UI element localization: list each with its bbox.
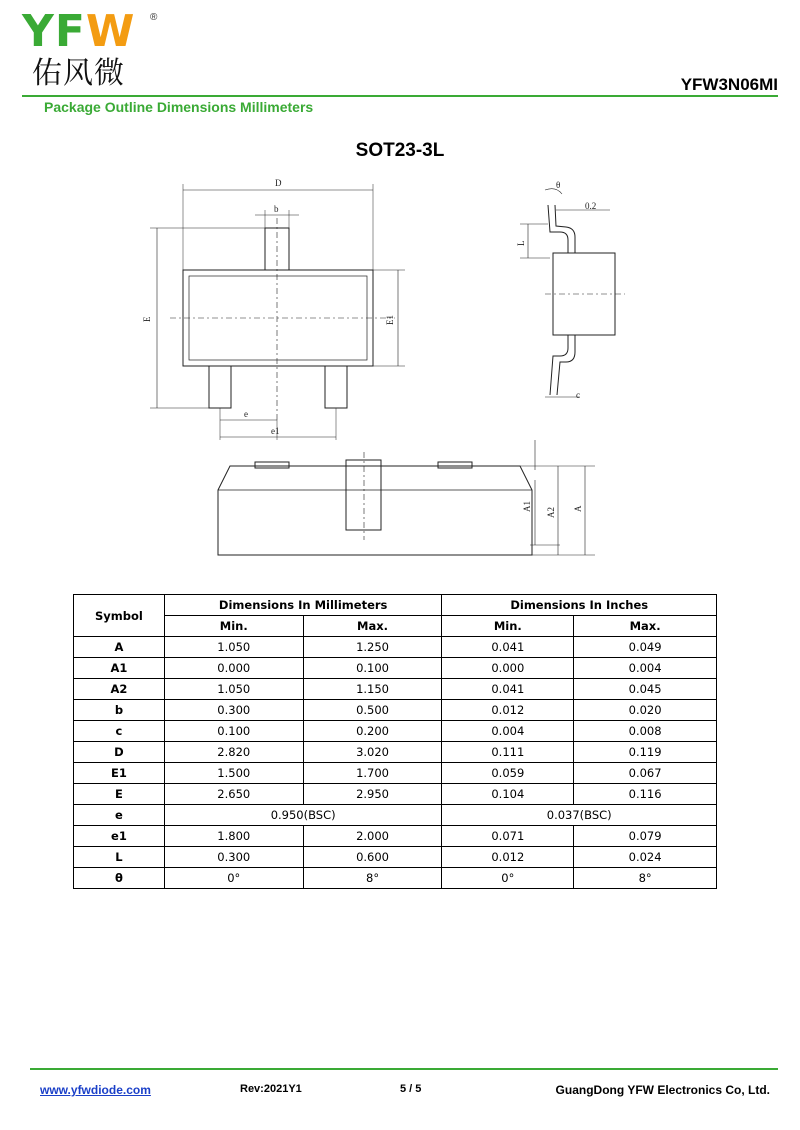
- page-number: 5 / 5: [400, 1083, 422, 1095]
- revision-label: Rev:2021Y1: [240, 1083, 302, 1095]
- website-link[interactable]: www.yfwdiode.com: [40, 1083, 151, 1097]
- cell-in-max: 0.004: [574, 658, 717, 679]
- cell-mm-max: 1.150: [303, 679, 442, 700]
- mm-max-header: Max.: [303, 616, 442, 637]
- cell-in-min: 0°: [442, 868, 574, 889]
- cell-in-max: 0.020: [574, 700, 717, 721]
- cell-in-min: 0.104: [442, 784, 574, 805]
- logo-wordmark: YFW: [22, 6, 136, 57]
- package-title: SOT23-3L: [355, 140, 445, 161]
- cell-mm-max: 1.250: [303, 637, 442, 658]
- cell-mm-bsc: 0.950(BSC): [164, 805, 442, 826]
- front-lead: [346, 460, 381, 530]
- cell-in-min: 0.041: [442, 679, 574, 700]
- symbol-header: Symbol: [74, 595, 165, 637]
- table-row: [74, 763, 717, 784]
- cell-in-max: 0.067: [574, 763, 717, 784]
- table-row: [74, 784, 717, 805]
- cell-in-min: 0.004: [442, 721, 574, 742]
- table-row: [74, 847, 717, 868]
- table-row: [74, 805, 717, 826]
- cell-mm-min: 0.000: [164, 658, 303, 679]
- cell-mm-min: 0°: [164, 868, 303, 889]
- label-theta: θ: [556, 180, 561, 190]
- table-row: [74, 868, 717, 889]
- cell-mm-max: 8°: [303, 868, 442, 889]
- cell-mm-min: 0.300: [164, 700, 303, 721]
- part-number: YFW3N06MI: [680, 75, 778, 94]
- cell-symbol: A: [74, 637, 165, 658]
- label-e1: e1: [271, 426, 280, 436]
- cell-mm-max: 3.020: [303, 742, 442, 763]
- cell-symbol: e: [74, 805, 165, 826]
- logo-chinese-name: 佑风微: [32, 56, 125, 91]
- cell-in-min: 0.000: [442, 658, 574, 679]
- cell-symbol: E: [74, 784, 165, 805]
- cell-in-min: 0.012: [442, 847, 574, 868]
- package-outline-drawing: [0, 170, 800, 570]
- inch-header: Dimensions In Inches: [442, 595, 717, 616]
- cell-mm-max: 0.600: [303, 847, 442, 868]
- label-c: c: [576, 390, 580, 400]
- table-row: [74, 637, 717, 658]
- cell-in-max: 0.049: [574, 637, 717, 658]
- label-A2: A2: [546, 507, 556, 518]
- cell-in-max: 0.045: [574, 679, 717, 700]
- cell-in-min: 0.071: [442, 826, 574, 847]
- cell-symbol: e1: [74, 826, 165, 847]
- label-e: e: [244, 409, 248, 419]
- cell-in-max: 0.024: [574, 847, 717, 868]
- cell-symbol: A2: [74, 679, 165, 700]
- cell-in-max: 0.079: [574, 826, 717, 847]
- cell-in-bsc: 0.037(BSC): [442, 805, 717, 826]
- mm-header: Dimensions In Millimeters: [164, 595, 442, 616]
- cell-in-min: 0.012: [442, 700, 574, 721]
- label-A: A: [573, 505, 583, 512]
- cell-mm-min: 2.650: [164, 784, 303, 805]
- cell-symbol: D: [74, 742, 165, 763]
- mm-min-header: Min.: [164, 616, 303, 637]
- company-name: GuangDong YFW Electronics Co, Ltd.: [555, 1083, 770, 1097]
- cell-mm-min: 0.300: [164, 847, 303, 868]
- cell-mm-max: 0.200: [303, 721, 442, 742]
- label-b: b: [274, 204, 279, 214]
- table-row: [74, 658, 717, 679]
- cell-in-min: 0.111: [442, 742, 574, 763]
- left-lead: [209, 366, 231, 408]
- label-L: L: [516, 240, 526, 246]
- label-E: E: [142, 316, 152, 322]
- cell-symbol: A1: [74, 658, 165, 679]
- cell-in-max: 0.116: [574, 784, 717, 805]
- cell-mm-min: 2.820: [164, 742, 303, 763]
- cell-mm-max: 0.500: [303, 700, 442, 721]
- front-view-body: [218, 466, 532, 555]
- label-D: D: [275, 178, 282, 188]
- cell-symbol: E1: [74, 763, 165, 784]
- right-lead: [325, 366, 347, 408]
- cell-mm-min: 1.050: [164, 637, 303, 658]
- cell-mm-max: 0.100: [303, 658, 442, 679]
- company-logo: [22, 6, 162, 92]
- table-row: [74, 700, 717, 721]
- cell-in-max: 8°: [574, 868, 717, 889]
- cell-mm-min: 1.800: [164, 826, 303, 847]
- cell-in-min: 0.059: [442, 763, 574, 784]
- table-row: [74, 742, 717, 763]
- cell-symbol: c: [74, 721, 165, 742]
- registered-mark: ®: [150, 12, 158, 23]
- cell-mm-min: 0.100: [164, 721, 303, 742]
- label-A1: A1: [522, 501, 532, 512]
- cell-mm-max: 2.000: [303, 826, 442, 847]
- in-max-header: Max.: [574, 616, 717, 637]
- table-row: [74, 679, 717, 700]
- cell-in-max: 0.008: [574, 721, 717, 742]
- cell-mm-min: 1.050: [164, 679, 303, 700]
- cell-symbol: b: [74, 700, 165, 721]
- cell-mm-max: 1.700: [303, 763, 442, 784]
- cell-symbol: L: [74, 847, 165, 868]
- cell-mm-max: 2.950: [303, 784, 442, 805]
- footer-divider: [30, 1068, 778, 1070]
- cell-in-min: 0.041: [442, 637, 574, 658]
- cell-mm-min: 1.500: [164, 763, 303, 784]
- label-0-2: 0.2: [585, 201, 597, 211]
- section-title: Package Outline Dimensions Millimeters: [44, 99, 314, 115]
- cell-in-max: 0.119: [574, 742, 717, 763]
- header-divider: [22, 95, 778, 97]
- dimensions-table: [73, 594, 717, 889]
- table-row: [74, 826, 717, 847]
- label-E1: E1: [385, 315, 395, 325]
- table-row: [74, 721, 717, 742]
- cell-symbol: θ: [74, 868, 165, 889]
- in-min-header: Min.: [442, 616, 574, 637]
